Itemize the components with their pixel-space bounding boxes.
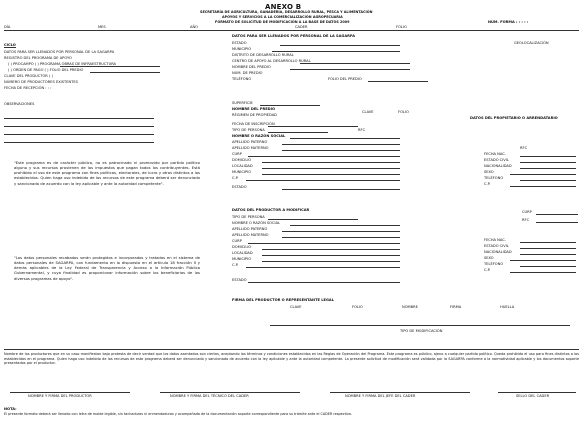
- s3-right-line-0: [520, 156, 576, 157]
- footer-legal-text: Nombre de los productores que en su caso manifiestan bajo protesta de decir verdad que los datos asentados son ciertos, aceptando los términos y condiciones establecidos en las Reglas de Operación del Programa. Este programa es público, ajeno a cualquier partido político. Queda prohibido el uso para fines distintos a los establecidos en el programa. Quien haga uso indebido de los recursos de este programa deberá ser denunciado y sancionado de acuerdo con la ley aplicable y ante la autoridad competente. La presente solicitud de modificación será validada por la SAGARPA conforme a la normatividad aplicable y los documentos soporte presentados por el productor.: [4, 352, 579, 366]
- s1-field-5[interactable]: NÚM. DE PREDIO: [232, 71, 263, 75]
- sig-col-huella: HUELLA: [500, 305, 515, 309]
- s3-field-2[interactable]: NOMBRE O RAZÓN SOCIAL: [232, 134, 286, 138]
- label-geolocalizacion: GEOLOCALIZACIÓN: [514, 41, 549, 45]
- s3-line-3: [282, 144, 400, 145]
- s4-line-3: [282, 237, 400, 238]
- s4-line-7: [262, 261, 400, 262]
- label-clave: CLAVE: [362, 110, 374, 114]
- signature-tecnico: NOMBRE Y FIRMA DEL TÉCNICO DEL CADER: [170, 394, 249, 398]
- sig-row-line[interactable]: [270, 325, 570, 326]
- left-field-2[interactable]: ( ) PROCAMPO ( ) PROGRAMA OBRAS DE INFRAESTRUCTURA: [8, 62, 117, 66]
- s4-line-6: [262, 255, 400, 256]
- s4-line-2: [282, 231, 400, 232]
- s4-line-9: [248, 282, 400, 283]
- section1-title: DATOS PARA SER LLENADOS POR PERSONAL DE LA SAGARPA: [232, 34, 355, 38]
- s1-line-3: [300, 63, 410, 64]
- s4-field-2[interactable]: APELLIDO PATERNO: [232, 227, 268, 231]
- left-field-line-2: [90, 72, 160, 73]
- s4-field-5[interactable]: DOMICILIO: [232, 245, 252, 249]
- label-folio: FOLIO: [396, 25, 407, 29]
- s1-field-3[interactable]: CENTRO DE APOYO AL DESARROLLO RURAL: [232, 59, 311, 63]
- label-num-forma: NÚM. FORMA : : : : :: [488, 20, 529, 24]
- header-subtitle-3: FORMATO DE SOLICITUD DE MODIFICACIÓN A LA BASE DE DATOS 2009: [215, 20, 350, 24]
- s4-right-line-3: [520, 248, 576, 249]
- label-cader: CADER: [295, 25, 308, 29]
- left-field-5[interactable]: NÚMERO DE PRODUCTORES EXISTENTES: [4, 80, 78, 84]
- s3-line-5: [248, 156, 400, 157]
- s4-right-line-1: [536, 222, 578, 223]
- s3-field-1[interactable]: TIPO DE PERSONA: [232, 128, 265, 132]
- notice-politico: "Este programa es de carácter público, no es patrocinado ni promovido por partido político alguno y sus recursos provienen de los impuestos que pagan todos los contribuyentes. Está prohibido el uso de este programa con fines políticos, electorales, de lucro y otros distintos a los establecidos. Quien haga uso indebido de los recursos de este programa deberá ser denunciado y sancionado de acuerdo con la ley aplicable y ante la autoridad competente".: [14, 160, 200, 186]
- ciclo-label: CICLO: [4, 43, 16, 47]
- s1-field-6[interactable]: TELÉFONO: [232, 77, 252, 81]
- s4-field-7[interactable]: MUNICIPIO: [232, 257, 252, 261]
- label-folio-predio: FOLIO DEL PREDIO: [328, 77, 362, 81]
- s3-right-5[interactable]: C.P.: [484, 182, 491, 186]
- signature-sello: SELLO DEL CADER: [516, 394, 550, 398]
- s3-right-1[interactable]: ESTADO CIVIL: [484, 158, 509, 162]
- s3-field-3[interactable]: APELLIDO PATERNO: [232, 140, 268, 144]
- sig-col-nombre: NOMBRE: [402, 305, 418, 309]
- label-datos-propietario: DATOS DEL PROPIETARIO O ARRENDATARIO: [470, 116, 558, 120]
- signature-line-tecnico[interactable]: [160, 392, 300, 393]
- s4-right-4[interactable]: NACIONALIDAD: [484, 250, 512, 254]
- s3-line-9: [246, 180, 400, 181]
- observaciones-label: OBSERVACIONES: [4, 102, 35, 106]
- s4-right-line-4: [520, 254, 576, 255]
- s1-line-1: [272, 51, 400, 52]
- s3-line-4: [282, 150, 400, 151]
- s1-field-4[interactable]: NOMBRE DEL PREDIO: [232, 65, 271, 69]
- left-field-6[interactable]: FECHA DE RECEPCIÓN : : :: [4, 86, 52, 90]
- s4-field-1[interactable]: NOMBRE O RAZÓN SOCIAL: [232, 221, 281, 225]
- footer-nota-label: NOTA:: [4, 407, 17, 411]
- document-title: ANEXO B: [265, 3, 302, 11]
- left-field-4[interactable]: CLAVE DEL PRODUCTOR ( ): [4, 74, 53, 78]
- s3-right-0[interactable]: FECHA NAC.: [484, 152, 506, 156]
- s4-field-3[interactable]: APELLIDO MATERNO: [232, 233, 269, 237]
- s3-line-8: [262, 174, 400, 175]
- sig-col-firma: FIRMA: [450, 305, 462, 309]
- s4-right-line-7: [510, 272, 576, 273]
- s2-field-1[interactable]: NOMBRE DEL PREDIO: [232, 107, 276, 111]
- s3-right-line-4: [520, 180, 576, 181]
- s1-field-1[interactable]: MUNICIPIO: [232, 47, 252, 51]
- left-field-1: REGISTRO DEL PROGRAMA DE APOYO: [4, 56, 72, 60]
- s4-right-line-5: [510, 260, 576, 261]
- s3-right-line-1: [520, 162, 576, 163]
- s4-right-6[interactable]: TELÉFONO: [484, 262, 504, 266]
- label-mes: MES: [98, 25, 106, 29]
- signature-line-jefe[interactable]: [330, 392, 470, 393]
- s4-right-3[interactable]: ESTADO CIVIL: [484, 244, 509, 248]
- s2-field-0[interactable]: SUPERFICIE: [232, 101, 253, 105]
- s4-field-9[interactable]: ESTADO: [232, 278, 247, 282]
- s4-field-8[interactable]: C.P.: [232, 263, 239, 267]
- s3-line-2: [290, 138, 400, 139]
- s4-field-4[interactable]: CURP: [232, 239, 242, 243]
- label-ano: AÑO: [190, 25, 198, 29]
- signature-line-sello[interactable]: [498, 392, 576, 393]
- s3-line-0: [268, 126, 358, 127]
- s4-right-line-2: [520, 242, 576, 243]
- observaciones-line-3[interactable]: [4, 134, 154, 135]
- s4-right-line-6: [520, 266, 576, 267]
- s3-right-2[interactable]: NACIONALIDAD: [484, 164, 512, 168]
- signature-line-productor[interactable]: [10, 392, 130, 393]
- header-subtitle-1: SECRETARÍA DE AGRICULTURA, GANADERÍA, DESARROLLO RURAL, PESCA Y ALIMENTACIÓN: [200, 10, 373, 14]
- s3-field-6[interactable]: DOMICILIO: [232, 158, 252, 162]
- footer-nota-text: El presente formato deberá ser llenado con letra de molde legible, sin tachaduras ni enmendaduras y acompañado de la documentación soporte correspondiente para su trámite ante el CADER respectivo.: [4, 412, 352, 416]
- s4-line-8: [246, 267, 400, 268]
- left-field-line-1: [60, 66, 160, 67]
- notice-datos-personales: "Los datos personales recabados serán protegidos e incorporados y tratados en el sistema de datos personales de SAGARPA, con fundamento en lo dispuesto en el artículo 18 fracción II y demás aplicables de la Ley Federal de Transparencia y Acceso a la Información Pública Gubernamental, y cuya finalidad es proporcionar información sobre los beneficiarios de los diversos programas de apoyo".: [14, 255, 200, 281]
- signature-productor: NOMBRE Y FIRMA DEL PRODUCTOR: [28, 394, 92, 398]
- s4-line-5: [262, 249, 400, 250]
- s2-field-2[interactable]: RÉGIMEN DE PROPIEDAD: [232, 113, 277, 117]
- s3-line-6: [262, 162, 400, 163]
- folio-predio-line[interactable]: [368, 81, 428, 82]
- s3-field-5[interactable]: CURP: [232, 152, 242, 156]
- observaciones-line-4[interactable]: [4, 142, 154, 143]
- s3-field-7[interactable]: LOCALIDAD: [232, 164, 253, 168]
- s3-right-4[interactable]: TELÉFONO: [484, 176, 504, 180]
- s4-field-6[interactable]: LOCALIDAD: [232, 251, 253, 255]
- s4-right-5[interactable]: SEXO: [484, 256, 494, 260]
- s3-right-line-3: [510, 174, 576, 175]
- s3-line-1: [268, 132, 328, 133]
- signature-row-title: FIRMA DEL PRODUCTOR O REPRESENTANTE LEGAL: [232, 298, 334, 302]
- s3-field-0[interactable]: FECHA DE INSCRIPCIÓN: [232, 122, 275, 126]
- sig-col-clave: CLAVE: [290, 305, 302, 309]
- left-field-3[interactable]: ( ) ORDEN DE PAGO ( ) FOLIO DEL PREDIO: [8, 68, 84, 72]
- s4-line-4: [248, 243, 400, 244]
- s3-line-10: [282, 189, 400, 190]
- s1-line-4: [290, 69, 410, 70]
- s1-field-0[interactable]: ESTADO: [232, 41, 247, 45]
- s3-field-10[interactable]: ESTADO: [232, 185, 247, 189]
- s4-right-2[interactable]: FECHA NAC.: [484, 238, 506, 242]
- s3-field-4[interactable]: APELLIDO MATERNO: [232, 146, 269, 150]
- s3-line-7: [262, 168, 400, 169]
- observaciones-line-1[interactable]: [4, 118, 154, 119]
- sig-col-folio: FOLIO: [352, 305, 363, 309]
- header-subtitle-2: APOYOS Y SERVICIOS A LA COMERCIALIZACIÓN AGROPECUARIA: [222, 15, 343, 19]
- label-rfc: RFC: [358, 128, 366, 132]
- s3-right-rfc-label: RFC: [520, 146, 528, 150]
- label-folio-2: FOLIO: [398, 110, 409, 114]
- s2-line-0: [260, 105, 320, 106]
- s4-right-line-0: [536, 214, 578, 215]
- s3-field-9[interactable]: C.P.: [232, 176, 239, 180]
- s3-right-line-5: [510, 186, 576, 187]
- signature-jefe: NOMBRE Y FIRMA DEL JEFE DEL CADER: [345, 394, 416, 398]
- s3-field-8[interactable]: MUNICIPIO: [232, 170, 252, 174]
- section4-title: DATOS DEL PRODUCTOR A MODIFICAR: [232, 208, 310, 212]
- s4-right-1[interactable]: RFC: [522, 218, 530, 222]
- s4-line-0: [268, 219, 358, 220]
- s4-right-7[interactable]: C.P.: [484, 268, 491, 272]
- label-tipo-modificacion: TIPO DE MODIFICACIÓN: [400, 329, 443, 333]
- label-dia: DÍA: [4, 25, 11, 29]
- s3-right-3[interactable]: SEXO: [484, 170, 494, 174]
- s4-right-0[interactable]: CURP: [522, 210, 532, 214]
- left-field-0: DATOS PARA SER LLENADOS POR PERSONAL DE LA SAGARPA: [4, 50, 115, 54]
- s1-field-2[interactable]: DISTRITO DE DESARROLLO RURAL: [232, 53, 294, 57]
- s1-line-0: [280, 45, 400, 46]
- s3-right-line-2: [520, 168, 576, 169]
- footer-divider: [4, 349, 579, 350]
- header-divider: [4, 30, 579, 31]
- s4-field-0[interactable]: TIPO DE PERSONA: [232, 215, 265, 219]
- observaciones-line-2[interactable]: [4, 126, 154, 127]
- s4-line-1: [290, 225, 400, 226]
